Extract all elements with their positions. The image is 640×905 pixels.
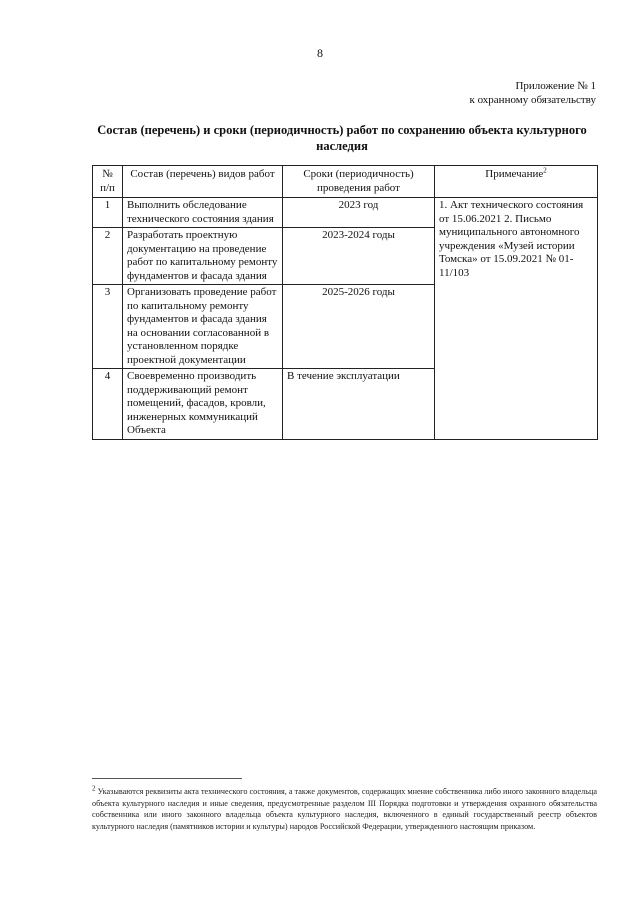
row-note: 1. Акт технического состояния от 15.06.2021 2. Письмо муниципального автономного учреждения «Музей истории Томска» от 15.09.2021 № 01-11/103 [435,198,598,440]
document-title: Состав (перечень) и сроки (периодичность) работ по сохранению объекта культурного наследия [97,123,587,153]
header-num: № п/п [93,166,123,198]
row-term: В течение эксплуатации [283,369,435,440]
footnote-marker: 2 [92,784,96,793]
works-table [92,165,598,440]
header-works: Состав (перечень) видов работ [123,166,283,198]
footnote-divider [92,778,242,779]
row-work: Разработать проектную документацию на проведение работ по капитальному ремонту фундаментов и фасада здания [123,228,283,285]
row-num: 4 [93,369,123,440]
row-num: 3 [93,285,123,369]
table-header-row [93,166,598,198]
header-terms: Сроки (периодичность) проведения работ [283,166,435,198]
row-num: 1 [93,198,123,228]
header-note-label: Примечание [485,168,544,180]
appendix-caption [469,79,596,107]
appendix-line-2: к охранному обязательству [469,94,596,106]
footnote [92,786,597,832]
table-row [93,198,598,228]
row-term: 2025-2026 годы [283,285,435,369]
row-work: Выполнить обследование технического состояния здания [123,198,283,228]
row-term: 2023 год [283,198,435,228]
page-number: 8 [317,46,323,60]
row-term: 2023-2024 годы [283,228,435,285]
row-work: Своевременно производить поддерживающий ремонт помещений, фасадов, кровли, инженерных коммуникаций Объекта [123,369,283,440]
header-note-footnote-ref: 2 [543,166,547,175]
header-note [435,166,598,198]
row-work: Организовать проведение работ по капитальному ремонту фундаментов и фасада здания на основании согласованной в установленном порядке проектной документации [123,285,283,369]
row-num: 2 [93,228,123,285]
appendix-line-1: Приложение № 1 [515,80,596,92]
footnote-text: Указываются реквизиты акта технического состояния, а также документов, содержащих мнение собственника либо иного законного владельца объекта культурного наследия и иные сведения, предусмотренные разделом III Порядка подготовки и утверждения охранного обязательства собственника или иного законного владельца объекта культурного наследия, включенного в единый государственный реестр объектов культурного наследия (памятников истории и культуры) народов Российской Федерации, утвержденного настоящим приказом. [92,787,597,831]
